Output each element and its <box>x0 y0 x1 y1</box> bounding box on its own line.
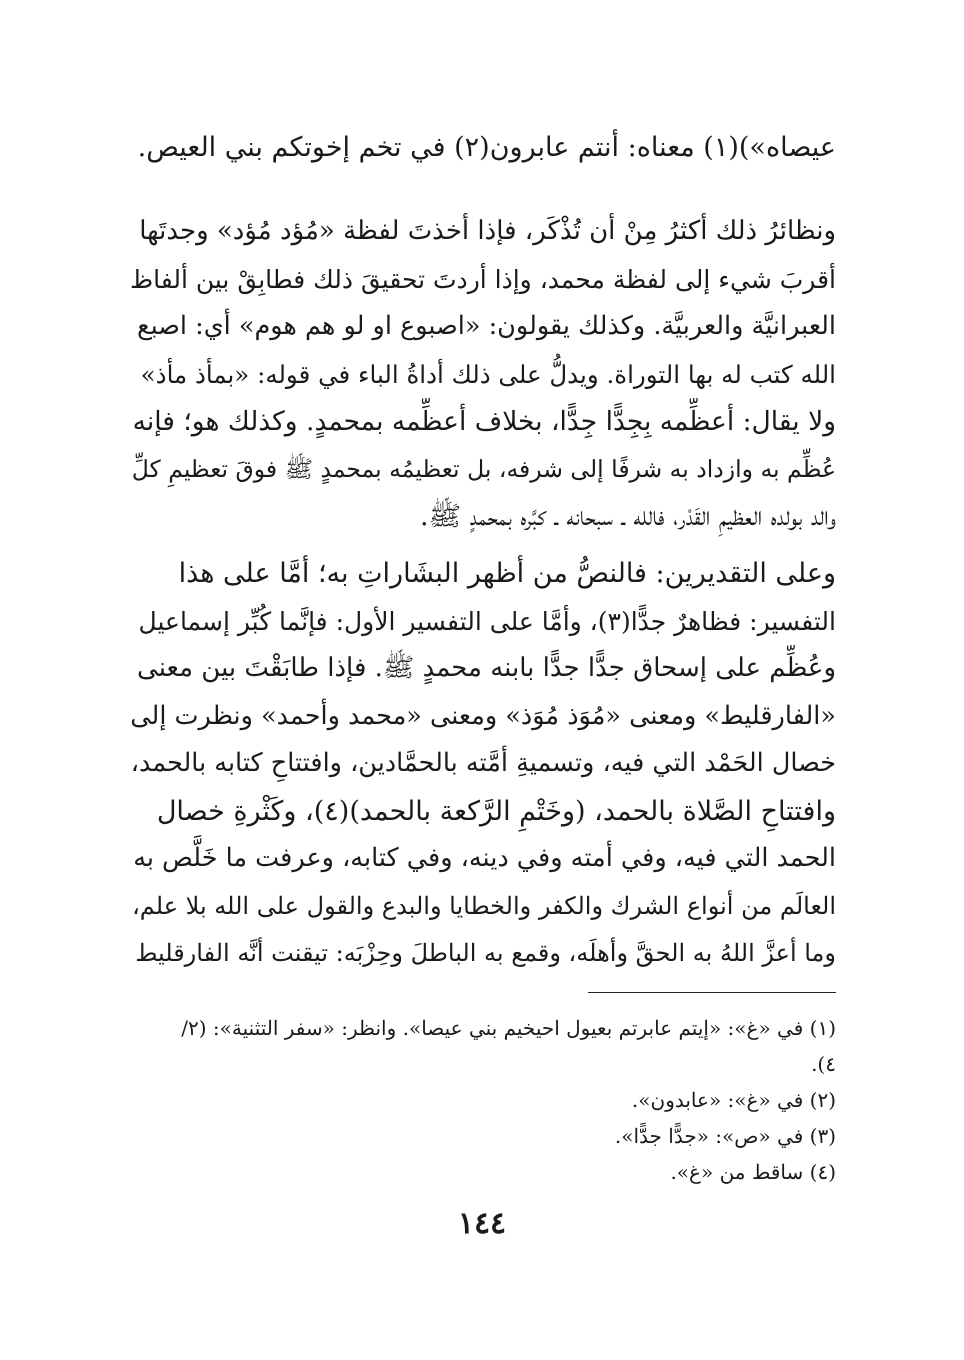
paragraph-3 <box>128 550 836 978</box>
footnote-4: (٤) ساقط من «غ». <box>670 1160 836 1184</box>
footnote-1-continuation: ٤). <box>811 1052 836 1076</box>
text-line: وما أعزَّ اللهُ به الحقَّ وأهلَه، وقمع به الباطلَ وحِزْبَه: تيقنت أنَّه الفارقليط <box>135 939 836 967</box>
text-line: وعلى التقديرين: فالنصُّ من أظهر البشَاراتِ به؛ أمَّا على هذا <box>178 558 836 589</box>
text-line: العبرانيَّة والعربيَّة. وكذلك يقولون: «اصبوع او لو هم هوم» أي: اصبع <box>137 311 836 341</box>
footnotes <box>128 1010 836 1190</box>
text-line: خصال الحَمْد التي فيه، وتسميةِ أمَّته بالحمَّادين، وافتتاحِ كتابه بالحمد، <box>130 748 836 778</box>
text-line: وافتتاحِ الصَّلاة بالحمد، (وخَتْمِ الرَّكعة بالحمد)(٤)، وكَثْرةِ خصال <box>156 795 836 827</box>
footnote-1: (١) في «غ»: «إيتم عابرتم بعيول احيخيم بني عيصا». وانظر: «سفر التثنية»: (٢/ <box>181 1016 836 1040</box>
text-line: ونظائرُ ذلك أكثرُ مِنْ أن تُذْكَر، فإذا أخذتَ لفظة «مُؤد مُؤد» وجدتَها <box>139 216 836 246</box>
text-line: التفسير: فظاهرٌ جدًّا(٣)، وأمَّا على التفسير الأول: فإنَّما كُبِّر إسماعيل <box>138 606 836 636</box>
footnote-separator <box>588 992 836 993</box>
text-line: ولا يقال: أعظِّمه بِجِدًّا جِدًّا، بخلاف أعظِّمه بمحمدٍ. وكذلك هو؛ فإنه <box>132 406 836 437</box>
text-line: «الفارقليط» ومعنى «مُوَذ مُوَذ» ومعنى «محمد وأحمد» ونظرت إلى <box>130 700 836 731</box>
footnote-3: (٣) في «ص»: «جدًّا جدًّا». <box>614 1124 836 1148</box>
page-number: ١٤٤ <box>457 1206 507 1241</box>
text-line: عيصاه»)(١) معناه: أنتم عابرون(٢) في تخم إخوتكم بني العيص. <box>137 132 836 163</box>
text-line: العالَم من أنواع الشرك والكفر والخطايا والبدع والقول على الله بلا علم، <box>132 891 836 920</box>
paragraph-1 <box>128 124 836 172</box>
text-line: وعُظِّم على إسحاق جدًّا جدًّا بابنه محمدٍ ﷺ. فإذا طابَقْتَ بين معنى <box>137 653 836 683</box>
text-line: عُظِّم به وازداد به شرفًا إلى شرفه، بل تعظيمُه بمحمدٍ ﷺ فوقَ تعظيمِ كلِّ <box>131 454 836 483</box>
text-line: أقربَ شيء إلى لفظة محمد، وإذا أردتَ تحقيقَ ذلك فطابِقْ بين ألفاظ <box>129 264 836 294</box>
text-line: والد بولده العظيمِ القَدْر، فالله ـ سبحانه ـ كبَّره بمحمدٍ ﷺ. <box>419 501 836 532</box>
text-line: الحمد التي فيه، وفي أمته وفي دينه، وفي كتابه، وعرفت ما خَلَّص به <box>133 843 836 873</box>
paragraph-2 <box>128 208 836 541</box>
footnote-2: (٢) في «غ»: «عابدون». <box>631 1088 836 1112</box>
text-line: الله كتب له بها التوراة. ويدلُّ على ذلك أداةُ الباء في قوله: «بمأذ مأذ» <box>140 359 836 389</box>
